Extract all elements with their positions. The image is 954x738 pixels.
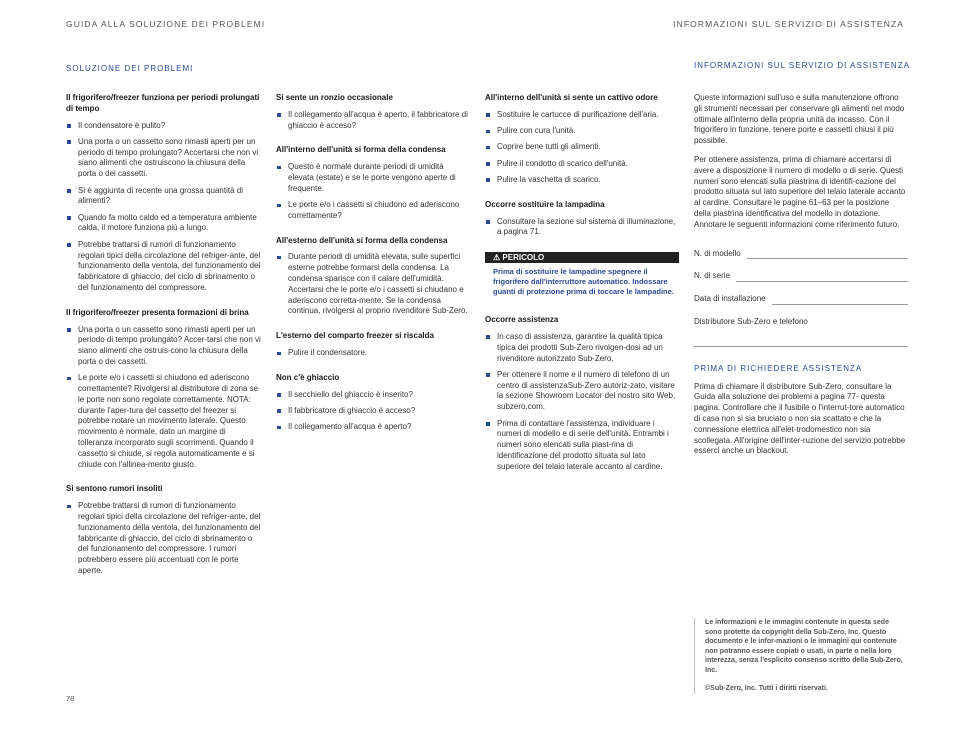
column-1 bbox=[66, 93, 262, 591]
warning-icon: ⚠ bbox=[493, 253, 501, 263]
form-label: N. di modello bbox=[694, 248, 741, 258]
list-item: Pulire con cura l'unità. bbox=[485, 126, 679, 137]
list-item: Una porta o un cassetto sono rimasti aperti per un periodo di tempo prolungato? Accer-tarsi che non vi siano alimenti che ostruis-cono la chiusura della porta o dei cassetti. bbox=[66, 325, 262, 368]
danger-banner bbox=[485, 252, 679, 263]
heading-outside-condensation: All'esterno dell'unità si forma della condensa bbox=[276, 235, 448, 245]
heading-inside-condensation: All'interno dell'unità si forma della condensa bbox=[276, 145, 446, 155]
copyright-notice: ©Sub-Zero, Inc. Tutti i diritti riservati. bbox=[705, 685, 828, 692]
list-item: Pulire il condensatore. bbox=[276, 348, 468, 359]
list-bad-odor bbox=[485, 110, 679, 186]
danger-text: Prima di sostituire le lampadine spegnere il frigorifero dall'interruttore automatico. Indossare guanti di protezione prima di toccare le lampadine. bbox=[493, 267, 674, 297]
dealer-phone-field[interactable] bbox=[694, 346, 908, 347]
list-hum bbox=[276, 110, 468, 132]
form-label: N. di serie bbox=[694, 271, 731, 281]
list-item: Pulire il condotto di scarico dell'unità. bbox=[485, 159, 679, 170]
form-row-dealer bbox=[694, 317, 908, 328]
list-item: Le porte e/o i cassetti si chiudono ed aderiscono correttamente? Rivolgersi al distributore di zona se le porte non sono regolate correttamente. NOTA: durante l'aper-tura del cassetto del freezer si potrebbe notare un movimento laterale. Questo movimento è normale, dato un margine di tolleranza incorporato sugli scorrimenti. Quando il cassetto si chiude, si regola automaticamente e si chiude con l'allinea-mento giusto. bbox=[66, 373, 262, 470]
heading-replace-bulb: Occorre sostituire la lampadina bbox=[485, 199, 605, 209]
list-item: Il secchiello del ghiaccio è inserito? bbox=[276, 390, 468, 401]
list-item: Il condensatore è pulito? bbox=[66, 121, 262, 132]
copyright-disclaimer bbox=[694, 618, 905, 694]
list-item: Per ottenere il nome e il numero di telefono di un centro di assistenzaSub-Zero autoriz-zato, visitare la sezione Showroom Locator del nostro sito Web, subzero.com. bbox=[485, 370, 679, 413]
heading-need-assistance: Occorre assistenza bbox=[485, 315, 559, 325]
list-item: Potrebbe trattarsi di rumori di funzionamento regolari tipici della circolazione del refriger-ante, del funzionamento della ventola, del funzionamento del fabbricatore di ghiaccio, del ciclo di sbrinamento o del funzionamento del compressore. bbox=[66, 240, 262, 294]
before-assistance-paragraph: Prima di chiamare il distributore Sub-Zero, consultare la Guida alla soluzione dei problemi a pagina 77- questa pagina. Controllare che il fusibile o l'interrut-tore automatico di casa non si sia bruciato o non sia scattato e che la connessione elettrica all'elet-trodomestico non sia scollegata. All'origine dell'inter-ruzione del servizio potrebbe esserci anche un blackout. bbox=[694, 381, 906, 456]
list-item: Una porta o un cassetto sono rimasti aperti per un periodo di tempo prolungato? Accertarsi che non vi siano alimenti che ostruiscono la chiusura della porta o dei cassetti. bbox=[66, 137, 262, 180]
list-item: Il collegamento all'acqua è aperto? bbox=[276, 422, 468, 433]
column-2 bbox=[276, 93, 468, 447]
list-replace-bulb bbox=[485, 217, 679, 239]
service-instructions-paragraph: Per ottenere assistenza, prima di chiamare accertarsi di avere a disposizione il numero di modello o di serie. Questi numeri sono elencati sulla piastrina di identifi-cazione del prodotto situata sul lato superiore del telaio laterale accanto al cardine. Consultare le pagine 61–63 per la posizione della piastrina identificativa del modello in dotazione. Annotare le seguenti informazioni come riferimento futuro. bbox=[694, 154, 906, 229]
list-item: Consultare la sezione sul sistema di illuminazione, a pagina 71. bbox=[485, 217, 679, 239]
list-outside-condensation bbox=[276, 252, 468, 317]
list-item: Il collegamento all'acqua è aperto, il fabbricatore di ghiaccio è acceso? bbox=[276, 110, 468, 132]
section-title-before-assistance: PRIMA DI RICHIEDERE ASSISTENZA bbox=[694, 363, 863, 373]
page-number: 78 bbox=[66, 694, 75, 703]
heading-unusual-noise: Si sentono rumori insoliti bbox=[66, 484, 163, 494]
form-row-install-date bbox=[694, 294, 908, 305]
form-label: Data di installazione bbox=[694, 294, 766, 304]
heading-hum: Si sente un ronzio occasionale bbox=[276, 93, 393, 102]
list-inside-condensation bbox=[276, 162, 468, 221]
list-item: Si è aggiunta di recente una grossa quantità di alimenti? bbox=[66, 186, 262, 208]
disclaimer-text: Le informazioni e le immagini contenute in questa sede sono protette da copyright della Sub-Zero, Inc. Questo documento e le infor-mazioni o le immagini qui contenute non potranno essere copiati o usati, in parte o nella loro interezza, senza l'esplicito consenso scritto della Sub-Zero, Inc. bbox=[705, 619, 903, 674]
service-intro-paragraph: Queste informazioni sull'uso e sulla manutenzione offrono gli strumenti necessari per conservare gli alimenti nel modo ottimale all'interno della propria unità da incasso. Con il frigorifero in funzione, tenere porte e cassetti chiusi il più possibile. bbox=[694, 93, 905, 146]
serial-number-field[interactable] bbox=[736, 272, 908, 282]
list-item: Coprire bene tutti gli alimenti. bbox=[485, 142, 679, 153]
form-row-model bbox=[694, 249, 908, 260]
list-unusual-noise bbox=[66, 501, 262, 577]
column-4 bbox=[694, 93, 908, 465]
form-label: Distributore Sub-Zero e telefono bbox=[694, 316, 808, 326]
heading-bad-odor: All'interno dell'unità si sente un cattivo odore bbox=[485, 93, 658, 102]
install-date-field[interactable] bbox=[772, 295, 908, 305]
list-item: Sostituire le cartucce di purificazione dell'aria. bbox=[485, 110, 679, 121]
form-row-serial bbox=[694, 271, 908, 282]
running-header-left: GUIDA ALLA SOLUZIONE DEI PROBLEMI bbox=[66, 19, 266, 29]
heading-freezer-warm: L'esterno del comparto freezer si riscalda bbox=[276, 331, 434, 341]
list-freezer-warm bbox=[276, 348, 468, 359]
heading-long-run: Il frigorifero/freezer funziona per periodi prolungati di tempo bbox=[66, 93, 260, 113]
section-title-troubleshooting: SOLUZIONE DEI PROBLEMI bbox=[66, 64, 194, 73]
section-title-service-info: INFORMAZIONI SUL SERVIZIO DI ASSISTENZA bbox=[694, 61, 910, 70]
list-item: In caso di assistenza, garantire la qualità tipica tipica dei prodotti Sub-Zero rivolgen-dosi ad un rivenditore autorizzato Sub-Zero. bbox=[485, 332, 679, 364]
list-item: Potrebbe trattarsi di rumori di funzionamento regolari tipici della circolazione del refriger-ante, del funzionamento della ventola, del funzionamento del fabbricante di ghiaccio, del ciclo di sbrinamento o del funzionamento del compressore. I rumori potrebbero essere più accentuati con le porte aperte. bbox=[66, 501, 262, 577]
danger-label: PERICOLO bbox=[502, 253, 545, 263]
model-number-field[interactable] bbox=[747, 249, 908, 259]
list-item: Le porte e/o i cassetti si chiudono ed aderiscono correttamente? bbox=[276, 200, 468, 222]
list-need-assistance bbox=[485, 332, 679, 473]
list-item: Quando fa molto caldo ed a temperatura ambiente calda, il motore funziona più a lungo. bbox=[66, 213, 262, 235]
running-header-right: INFORMAZIONI SUL SERVIZIO DI ASSISTENZA bbox=[673, 19, 904, 29]
list-item: Durante periodi di umidità elevata, sulle superfici esterne potrebbe formarsi della condensa. La condensa sparisce con il calare dell'umidità. Accertarsi che le porte e/o i cassetti si chiudano e aderiscono corretta-mente. Se la condensa continua, rivolgersi al proprio rivenditore Sub-Zero. bbox=[276, 252, 468, 317]
list-item: Prima di contattare l'assistenza, individuare i numeri di modello e di serie dell'unità. Entrambi i numeri sono elencati sulla piast-rina di identificazione del prodotto situata sul lato superiore del telaio laterale accanto al cardine. bbox=[485, 419, 679, 473]
list-long-run bbox=[66, 121, 262, 294]
list-frost bbox=[66, 325, 262, 471]
list-item: Il fabbricatore di ghiaccio è acceso? bbox=[276, 406, 468, 417]
column-3 bbox=[485, 93, 679, 487]
heading-frost: Il frigorifero/freezer presenta formazioni di brina bbox=[66, 307, 249, 317]
heading-no-ice: Non c'è ghiaccio bbox=[276, 372, 340, 382]
list-no-ice bbox=[276, 390, 468, 433]
list-item: Pulire la vaschetta di scarico. bbox=[485, 175, 679, 186]
list-item: Questo è normale durante periodi di umidità elevata (estate) e se le porte vengono aperte di frequente. bbox=[276, 162, 468, 194]
